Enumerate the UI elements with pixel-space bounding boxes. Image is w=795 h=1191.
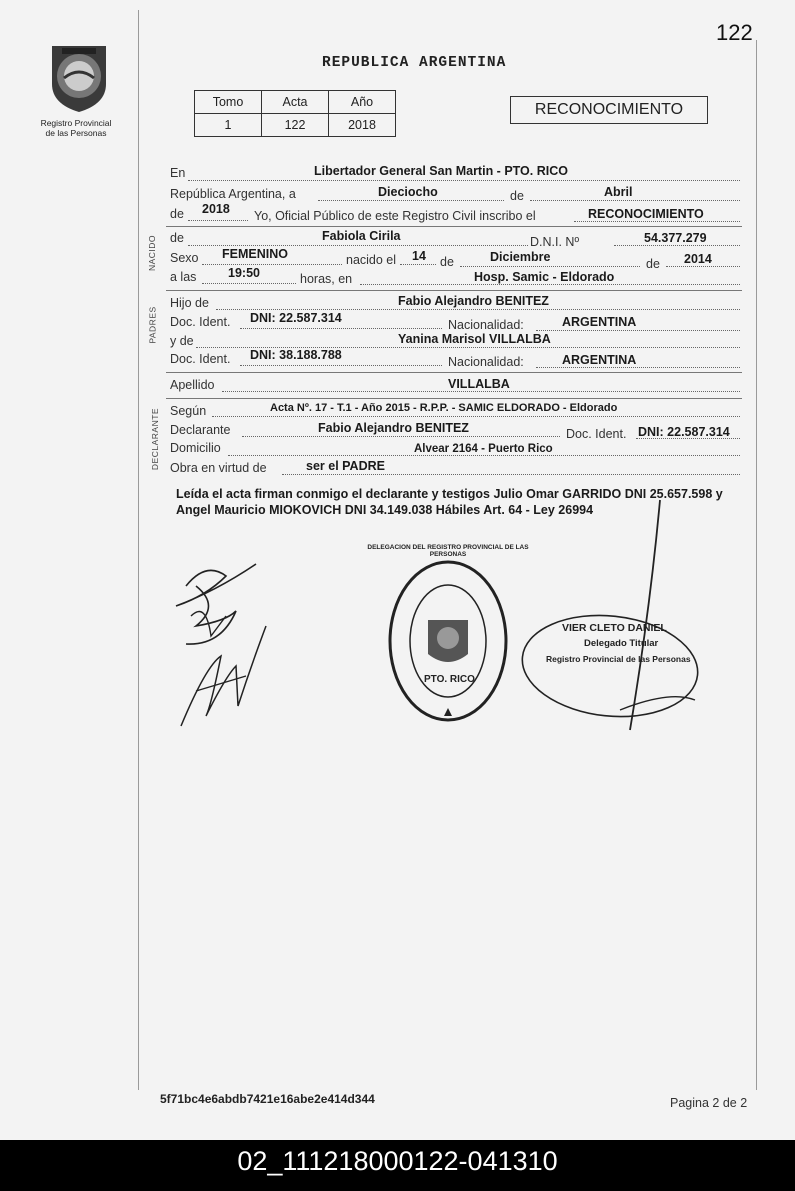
padre-dots: [216, 309, 740, 310]
oval-seal-inner-text: PTO. RICO: [424, 674, 475, 685]
hora-dots: [202, 283, 296, 284]
nac1-label: Nacionalidad:: [448, 318, 524, 332]
madre-nac-value: ARGENTINA: [562, 353, 637, 367]
pagination: Pagina 2 de 2: [670, 1096, 748, 1110]
horas-label: horas, en: [300, 272, 353, 286]
declarante-value: Fabio Alejandro BENITEZ: [318, 421, 469, 435]
hora-value: 19:50: [228, 266, 260, 280]
apellido-label: Apellido: [170, 378, 215, 392]
tomo-value: 1: [195, 114, 262, 137]
side-label-declarante: DECLARANTE: [150, 407, 161, 471]
en-label: En: [170, 166, 186, 180]
madre-dni-dots: [240, 365, 442, 366]
obra-dots: [282, 474, 740, 475]
official-name: VIER CLETO DANIEL: [562, 622, 667, 634]
document-hash: 5f71bc4e6abdb7421e16abe2e414d344: [160, 1092, 375, 1106]
witness-signatures: [166, 556, 276, 732]
segun-value: Acta Nº. 17 - T.1 - Año 2015 - R.P.P. - SAMIC ELDORADO - Eldorado: [270, 402, 618, 414]
padre-value: Fabio Alejandro BENITEZ: [398, 294, 549, 308]
sexo-label: Sexo: [170, 251, 199, 265]
rule-2: [166, 290, 742, 291]
domicilio-value: Alvear 2164 - Puerto Rico: [414, 443, 553, 455]
de3-label: de: [170, 231, 184, 245]
madre-value: Yanina Marisol VILLALBA: [398, 332, 551, 346]
official-signature: [470, 490, 710, 736]
doc2-label: Doc. Ident.: [170, 352, 231, 366]
oval-seal-outer-text: DELEGACION DEL REGISTRO PROVINCIAL DE LAS PERSONAS: [367, 544, 529, 558]
nac2-label: Nacionalidad:: [448, 355, 524, 369]
padre-nac-dots: [536, 330, 740, 331]
tomo-acta-anio-table: [194, 90, 396, 137]
nac-dia-dots: [400, 264, 436, 265]
anio-value: 2018: [329, 114, 396, 137]
nac-mes-dots: [460, 266, 640, 267]
page-title: REPUBLICA ARGENTINA: [322, 55, 507, 71]
obra-value: ser el PADRE: [306, 459, 385, 473]
acta-value: 122: [262, 114, 329, 137]
dni-value: 54.377.279: [644, 231, 707, 245]
right-margin-line: [756, 40, 757, 1090]
mes-value: Abril: [604, 185, 633, 199]
y-de-label: y de: [170, 334, 194, 348]
dia-value: Dieciocho: [378, 185, 438, 199]
a-las-label: a las: [170, 270, 197, 284]
lugar-value: Libertador General San Martin - PTO. RICO: [314, 164, 568, 178]
segun-dots: [212, 416, 740, 417]
side-label-nacido: NACIDO: [147, 234, 158, 272]
acta-header: Acta: [262, 91, 329, 114]
nac-anio-value: 2014: [684, 252, 712, 266]
padre-dni-value: DNI: 22.587.314: [250, 311, 342, 325]
apellido-dots: [222, 391, 740, 392]
inscripcion-dots: [574, 221, 740, 222]
nac-mes-value: Diciembre: [490, 250, 551, 264]
anio-header: Año: [329, 91, 396, 114]
rule-1: [166, 226, 742, 227]
de5-label: de: [646, 257, 660, 271]
footer-code: 02_111218000122-041310: [237, 1146, 558, 1176]
nombre-value: Fabiola Cirila: [322, 229, 401, 243]
document-type-box: RECONOCIMIENTO: [510, 96, 708, 124]
dia-dots: [318, 200, 504, 201]
declarante-label: Declarante: [170, 423, 231, 437]
anio-dots: [188, 220, 248, 221]
rule-3: [166, 372, 742, 373]
registry-name-line1: Registro Provincial: [40, 118, 112, 128]
side-label-padres: PADRES: [147, 306, 158, 344]
anio-acta-value: 2018: [202, 202, 230, 216]
de2-label: de: [170, 207, 184, 221]
lugar-nac-value: Hosp. Samic - Eldorado: [474, 270, 615, 284]
declarante-dni-value: DNI: 22.587.314: [638, 425, 730, 439]
mes-dots: [530, 200, 740, 201]
en-dots: [188, 180, 740, 181]
sexo-dots: [202, 264, 342, 265]
nac-dia-value: 14: [412, 249, 426, 263]
domicilio-label: Domicilio: [170, 441, 221, 455]
dni-dots: [614, 245, 740, 246]
doc3-label: Doc. Ident.: [566, 427, 627, 441]
padre-nac-value: ARGENTINA: [562, 315, 637, 329]
dni-label: D.N.I. Nº: [530, 235, 580, 249]
official-role: Delegado Titular: [584, 638, 659, 649]
sexo-value: FEMENINO: [222, 247, 288, 261]
rule-4: [166, 398, 742, 399]
domicilio-dots: [228, 455, 740, 456]
de-label: de: [510, 189, 524, 203]
padre-dni-dots: [240, 328, 442, 329]
closing-text: Leída el acta firman conmigo el declarante y testigos Julio Omar GARRIDO DNI 25.657.598 y Angel Mauricio MIOKOVICH DNI 34.149.038 Hábiles Art. 64 - Ley 26994: [176, 487, 723, 517]
nacido-label: nacido el: [346, 253, 397, 267]
page-number: 122: [716, 20, 753, 45]
hijo-label: Hijo de: [170, 296, 209, 310]
registry-name-line2: de las Personas: [45, 128, 107, 138]
doc1-label: Doc. Ident.: [170, 315, 231, 329]
lugar-nac-dots: [360, 284, 740, 285]
nac-anio-dots: [666, 266, 740, 267]
madre-nac-dots: [536, 367, 740, 368]
madre-dni-value: DNI: 38.188.788: [250, 348, 342, 362]
inscripcion-value: RECONOCIMIENTO: [588, 207, 704, 221]
oficial-text: Yo, Oficial Público de este Registro Civil inscribo el: [254, 209, 536, 223]
left-margin-line: [138, 10, 139, 1090]
apellido-value: VILLALBA: [448, 377, 510, 391]
de4-label: de: [440, 255, 454, 269]
registry-emblem-icon: [44, 38, 114, 114]
nombre-dots: [188, 245, 528, 246]
declarante-dots: [242, 436, 560, 437]
tomo-header: Tomo: [195, 91, 262, 114]
official-org: Registro Provincial de las Personas: [546, 654, 691, 664]
obra-label: Obra en virtud de: [170, 461, 267, 475]
segun-label: Según: [170, 404, 207, 418]
republica-label: República Argentina, a: [170, 187, 296, 201]
